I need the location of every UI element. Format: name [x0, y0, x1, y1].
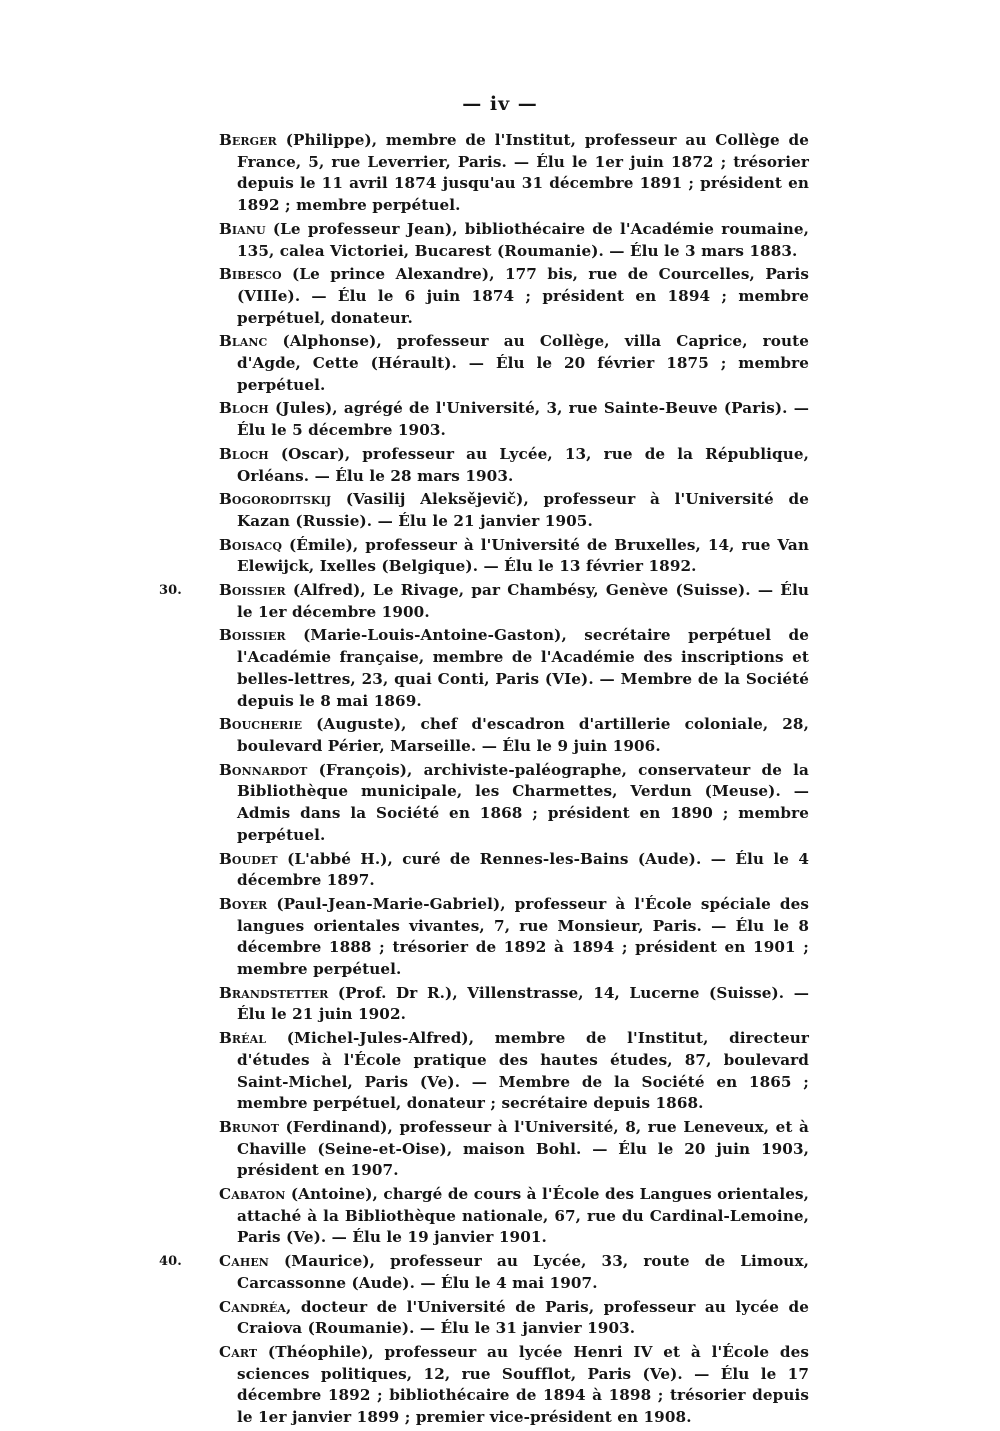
page-number-header: — iv — — [462, 93, 538, 115]
member-details: (François), archiviste-paléographe, conservateur de la Bibliothèque municipale, les Charmettes, Verdun (Meuse). — Admis dans la Société en 1868 ; président en 1890 ; membre perpétuel. — [237, 760, 809, 844]
member-surname: Boyer — [219, 894, 268, 913]
member-entry — [219, 219, 809, 262]
member-entry — [219, 1028, 809, 1115]
member-details: (Antoine), chargé de cours à l'École des Langues orientales, attaché à la Bibliothèque nationale, 67, rue du Cardinal-Lemoine, Paris (Ve). — Élu le 19 janvier 1901. — [237, 1185, 809, 1247]
member-entry — [219, 714, 809, 757]
member-surname: Brandstetter — [219, 983, 329, 1002]
entry-number-marker: 30. — [159, 583, 182, 599]
member-surname: Boissier — [219, 626, 286, 645]
member-entry — [219, 894, 809, 981]
member-entry — [219, 983, 809, 1026]
member-surname: Boisacq — [219, 535, 283, 554]
member-details: (Jules), agrégé de l'Université, 3, rue Sainte-Beuve (Paris). — Élu le 5 décembre 1903. — [237, 399, 809, 440]
member-details: (Vasilij Aleksějevič), professeur à l'Université de Kazan (Russie). — Élu le 21 janvier 1905. — [237, 490, 809, 530]
member-details: (Le prince Alexandre), 177 bis, rue de Courcelles, Paris (VIIIe). — Élu le 6 juin 1874 ; président en 1894 ; membre perpétuel, donateur. — [237, 265, 809, 327]
member-surname: Cart — [219, 1342, 258, 1361]
member-surname: Brunot — [219, 1117, 279, 1136]
member-list — [159, 130, 809, 1431]
member-details: (Prof. Dr R.), Villenstrasse, 14, Lucerne (Suisse). — Élu le 21 juin 1902. — [237, 983, 809, 1024]
member-details: (Oscar), professeur au Lycée, 13, rue de la République, Orléans. — Élu le 28 mars 1903. — [237, 444, 809, 485]
member-entry — [219, 489, 809, 532]
entry-number-marker: 40. — [159, 1254, 182, 1270]
member-details: (L'abbé H.), curé de Rennes-les-Bains (Aude). — Élu le 4 décembre 1897. — [237, 849, 809, 890]
member-entry — [219, 625, 809, 712]
member-details: (Philippe), membre de l'Institut, professeur au Collège de France, 5, rue Leverrier, Paris. — Élu le 1er juin 1872 ; trésorier depuis le 11 avril 1874 jusqu'au 31 décembre 1891 ; président en 1892 ; membre perpétuel. — [237, 131, 809, 215]
member-details: (Auguste), chef d'escadron d'artillerie coloniale, 28, boulevard Périer, Marseille. — Élu le 9 juin 1906. — [237, 715, 809, 755]
member-details: (Paul-Jean-Marie-Gabriel), professeur à l'École spéciale des langues orientales vivantes, 7, rue Monsieur, Paris. — Élu le 8 décembre 1888 ; trésorier de 1892 à 1894 ; président en 1901 ; membre perpétuel. — [237, 894, 809, 979]
member-surname: Candréa — [219, 1297, 286, 1316]
member-details: (Le professeur Jean), bibliothécaire de l'Académie roumaine, 135, calea Victoriei, Bucarest (Roumanie). — Élu le 3 mars 1883. — [237, 219, 809, 260]
member-entry — [219, 130, 809, 217]
member-entry — [219, 1342, 809, 1429]
member-details: (Alphonse), professeur au Collège, villa Caprice, route d'Agde, Cette (Hérault). — Élu le 20 février 1875 ; membre perpétuel. — [237, 332, 809, 394]
member-surname: Berger — [219, 131, 277, 149]
member-surname: Bloch — [219, 399, 269, 418]
member-surname: Boissier — [219, 581, 286, 600]
member-details: (Marie-Louis-Antoine-Gaston), secrétaire perpétuel de l'Académie française, membre de l'Académie des inscriptions et belles-lettres, 23, quai Conti, Paris (VIe). — Membre de la Société depuis le 8 mai 1869. — [237, 626, 809, 710]
member-entry — [159, 1251, 809, 1294]
member-entry — [219, 1117, 809, 1182]
member-surname: Bonnardot — [219, 760, 308, 779]
member-surname: Cabaton — [219, 1185, 286, 1204]
member-surname: Bloch — [219, 444, 269, 463]
member-entry — [219, 1184, 809, 1249]
member-details: (Maurice), professeur au Lycée, 33, route de Limoux, Carcassonne (Aude). — Élu le 4 mai 1907. — [237, 1252, 809, 1292]
member-entry — [219, 264, 809, 329]
member-details: (Ferdinand), professeur à l'Université, 8, rue Leneveux, et à Chaville (Seine-et-Oise), maison Bohl. — Élu le 20 juin 1903, président en 1907. — [237, 1117, 809, 1180]
member-entry — [159, 580, 809, 623]
member-surname: Bibesco — [219, 265, 282, 284]
member-surname: Bogoroditskij — [219, 490, 332, 509]
member-entry — [219, 535, 809, 578]
member-surname: Boucherie — [219, 715, 303, 734]
member-entry — [219, 849, 809, 892]
member-entry — [219, 760, 809, 847]
member-surname: Bianu — [219, 219, 266, 238]
member-surname: Cahen — [219, 1252, 269, 1271]
member-details: , docteur de l'Université de Paris, professeur au lycée de Craiova (Roumanie). — Élu le 31 janvier 1903. — [237, 1297, 809, 1338]
member-details: (Alfred), Le Rivage, par Chambésy, Genève (Suisse). — Élu le 1er décembre 1900. — [237, 581, 809, 621]
member-entry — [219, 331, 809, 396]
member-entry — [219, 1297, 809, 1340]
member-details: (Émile), professeur à l'Université de Bruxelles, 14, rue Van Elewijck, Ixelles (Belgique). — Élu le 13 février 1892. — [237, 535, 809, 576]
member-entry — [219, 398, 809, 441]
member-details: (Michel-Jules-Alfred), membre de l'Institut, directeur d'études à l'École pratique des hautes études, 87, boulevard Saint-Michel, Paris (Ve). — Membre de la Société en 1865 ; membre perpétuel, donateur ; secrétaire depuis 1868. — [237, 1029, 809, 1113]
member-surname: Boudet — [219, 849, 278, 868]
member-surname: Bréal — [219, 1029, 267, 1048]
member-surname: Blanc — [219, 332, 268, 351]
member-details: (Théophile), professeur au lycée Henri IV et à l'École des sciences politiques, 12, rue Soufflot, Paris (Ve). — Élu le 17 décembre 1892 ; bibliothécaire de 1894 à 1898 ; trésorier depuis le 1er janvier 1899 ; premier vice-président en 1908. — [237, 1342, 809, 1427]
member-entry — [219, 444, 809, 487]
